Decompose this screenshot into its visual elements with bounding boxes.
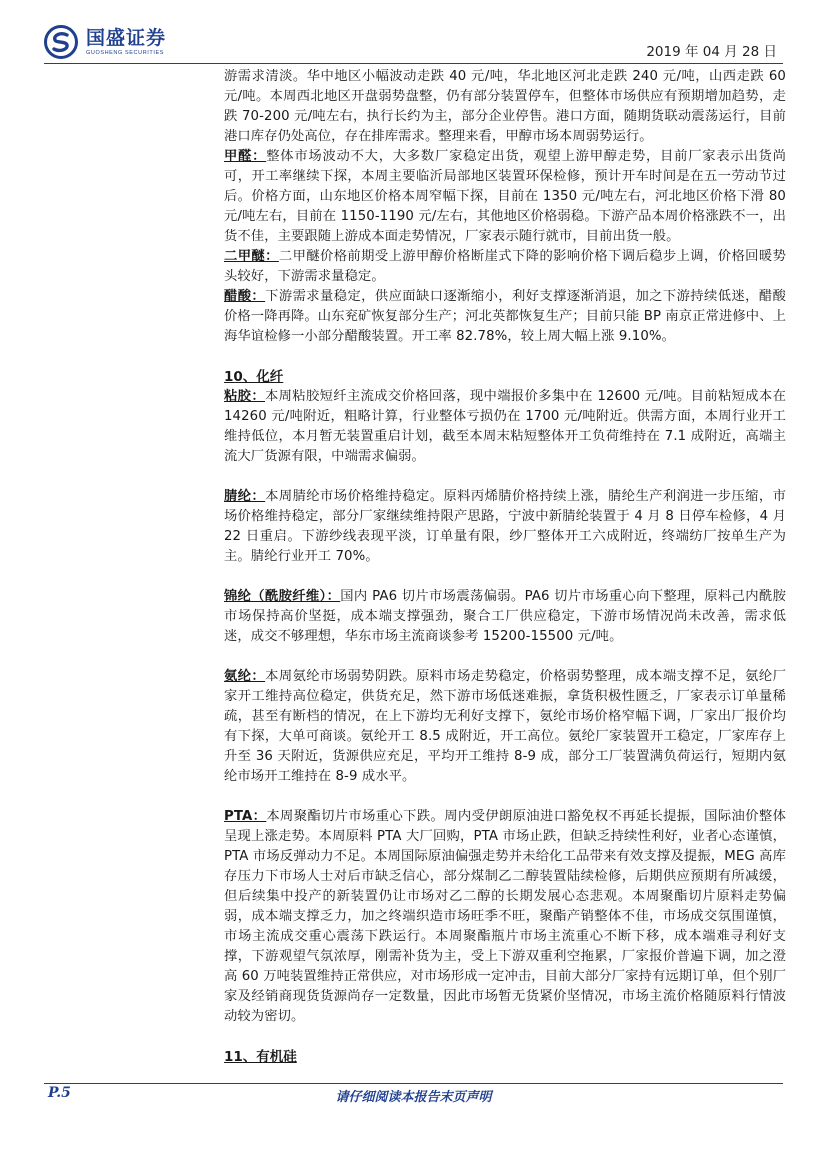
acetic-acid-text: 下游需求量稳定，供应面缺口逐渐缩小，利好支撑逐渐消退，加之下游持续低迷，醋酸价格一降再降。山东兖矿恢复部分生产；河北英都恢复生产；目前只能 BP 南京正常进修中、上海华谊检修一小部分醋酸装置。开工率 82.78%，较上周大幅上涨 9.10%。 — [224, 289, 786, 344]
report-date: 2019 年 04 月 28 日 — [646, 44, 777, 60]
acrylic-text: 本周腈纶市场价格维持稳定。原料丙烯腈价格持续上涨，腈纶生产利润进一步压缩，市场价格维持稳定，部分厂家继续维持限产思路，宁波中新腈纶装置于 4 月 8 日停车检修，4 月 22 日重启。下游纱线表现平淡，订单量有限，纱厂整体开工六成附近，终端纺厂按单生产为主。腈纶行业开工 70%。 — [224, 489, 786, 564]
section-heading-silicone: 11、有机硅 — [224, 1049, 297, 1065]
formaldehyde-paragraph — [224, 147, 786, 247]
spacer — [224, 647, 786, 667]
header-divider — [44, 63, 783, 64]
nylon-text: 国内 PA6 切片市场震荡偏弱。PA6 切片市场重心向下整理，原料己内酰胺市场保持高价坚挺，成本端支撑强劲，聚合工厂供应稳定，下游市场情况尚未改善，需求低迷，成交不够理想，华东市场主流商谈参考 15200-15500 元/吨。 — [224, 589, 787, 644]
page-header — [0, 0, 827, 72]
nylon-label: 锦纶（酰胺纤维）： — [224, 589, 341, 604]
guosheng-logo-icon — [44, 25, 78, 59]
pta-label: PTA： — [224, 809, 267, 824]
acetic-acid-paragraph — [224, 287, 786, 347]
section-heading-chemical-fiber: 10、化纤 — [224, 369, 284, 385]
formaldehyde-text: 整体市场波动不大，大多数厂家稳定出货，观望上游甲醇走势，目前厂家表示出货尚可，开工率继续下探，本周主要临沂局部地区装置环保检修，预计开车时间是在五一劳动节过后。价格方面，山东地区价格本周窄幅下探，目前在 1350 元/吨左右，河北地区价格下滑 80 元/吨左右，目前在 1150-1190 元/左右，其他地区价格弱稳。下游产品本周价格涨跌不一，出货不佳，主要跟随上游成本面走势情况，厂家表示随行就市，目前出货一般。 — [224, 149, 786, 244]
page-number: P.5 — [48, 1085, 71, 1101]
spacer — [224, 347, 786, 367]
viscose-paragraph — [224, 387, 786, 467]
pta-paragraph — [224, 807, 786, 1027]
logo-name-cn: 国盛证券 — [86, 27, 167, 49]
spandex-text: 本周氨纶市场弱势阴跌。原料市场走势稳定，价格弱势整理，成本端支撑不足，氨纶厂家开工维持高位稳定，供货充足，然下游市场低迷难振，拿货积极性匮乏，厂家表示订单量稀疏，甚至有断档的情况，在上下游均无利好支撑下，氨纶市场价格窄幅下调，厂家出厂报价均有下探，大单可商谈。氨纶开工 8.5 成附近，开工高位。氨纶厂家装置开工稳定，厂家库存上升至 36 天附近，货源供应充足，平均开工维持 8-9 成，部分工厂装置满负荷运行，短期内氨纶市场开工维持在 8-9 成水平。 — [224, 669, 786, 784]
logo-text — [86, 27, 166, 57]
spandex-label: 氨纶： — [224, 669, 266, 684]
formaldehyde-label: 甲醛： — [224, 149, 267, 164]
logo-name-en: GUOSHENG SECURITIES — [86, 50, 165, 56]
dme-paragraph — [224, 247, 786, 287]
spandex-paragraph — [224, 667, 786, 787]
footer-divider — [44, 1083, 783, 1084]
nylon-paragraph — [224, 587, 786, 647]
company-logo — [44, 22, 166, 62]
acrylic-paragraph — [224, 487, 786, 567]
viscose-label: 粘胶： — [224, 389, 265, 404]
viscose-text: 本周粘胶短纤主流成交价格回落，现中端报价多集中在 12600 元/吨。目前粘短成本在 14260 元/吨附近，粗略计算，行业整体亏损仍在 1700 元/吨附近。供需方面，本周行业开工维持低位，本月暂无装置重启计划，截至本周末粘短整体开工负荷维持在 7.1 成附近，高端主流大厂货源有限，中端需求偏弱。 — [224, 389, 786, 464]
acrylic-label: 腈纶： — [224, 489, 266, 504]
spacer — [224, 787, 786, 807]
report-body — [224, 67, 786, 1067]
spacer — [224, 567, 786, 587]
spacer — [224, 467, 786, 487]
dme-text: 二甲醚价格前期受上游甲醇价格断崖式下降的影响价格下调后稳步上调，价格回暖势头较好，下游需求量稳定。 — [224, 249, 786, 284]
pta-text: 本周聚酯切片市场重心下跌。周内受伊朗原油进口豁免权不再延长提振，国际油价整体呈现上涨走势。本周原料 PTA 大厂回购，PTA 市场止跌，但缺乏持续性利好，业者心态谨慎，PTA 市场反弹动力不足。本周国际原油偏强走势并未给化工品带来有效支撑及提振，MEG 高库存压力下市场人士对后市缺乏信心，部分煤制乙二醇装置陆续检修，后期供应预期有所减缓，但后续集中投产的新装置仍让市场对乙二醇的长期发展心态悲观。本周聚酯切片原料走势偏弱，成本端支撑乏力，加之终端织造市场旺季不旺，聚酯产销整体不佳，市场成交氛围谨慎，市场主流成交重心震荡下跌运行。本周聚酯瓶片市场主流重心不断下移，成本端难寻利好支撑，下游观望气氛浓厚，刚需补货为主，受上下游双重利空拖累，厂家报价普遍下调，加之澄高 60 万吨装置维持正常供应，对市场形成一定冲击，目前大部分厂家持有远期订单，但个别厂家及经销商现货货源尚存一定数量，因此市场暂无货紧价坚情况，市场主流价格随原料行情波动较为密切。 — [224, 809, 786, 1024]
spacer — [224, 1027, 786, 1047]
dme-label: 二甲醚： — [224, 249, 279, 264]
acetic-acid-label: 醋酸： — [224, 289, 266, 304]
methanol-paragraph: 游需求清淡。华中地区小幅波动走跌 40 元/吨，华北地区河北走跌 240 元/吨，山西走跌 60 元/吨。本周西北地区开盘弱势盘整，仍有部分装置停车，但整体市场供应有预期增加趋势，走跌 70-200 元/吨左右，执行长约为主，部分企业停售。港口方面，随期货联动震荡运行，目前港口库存仍处高位，存在排库需求。整理来看，甲醇市场本周弱势运行。 — [224, 69, 786, 144]
disclaimer-note: 请仔细阅读本报告末页声明 — [335, 1090, 492, 1105]
